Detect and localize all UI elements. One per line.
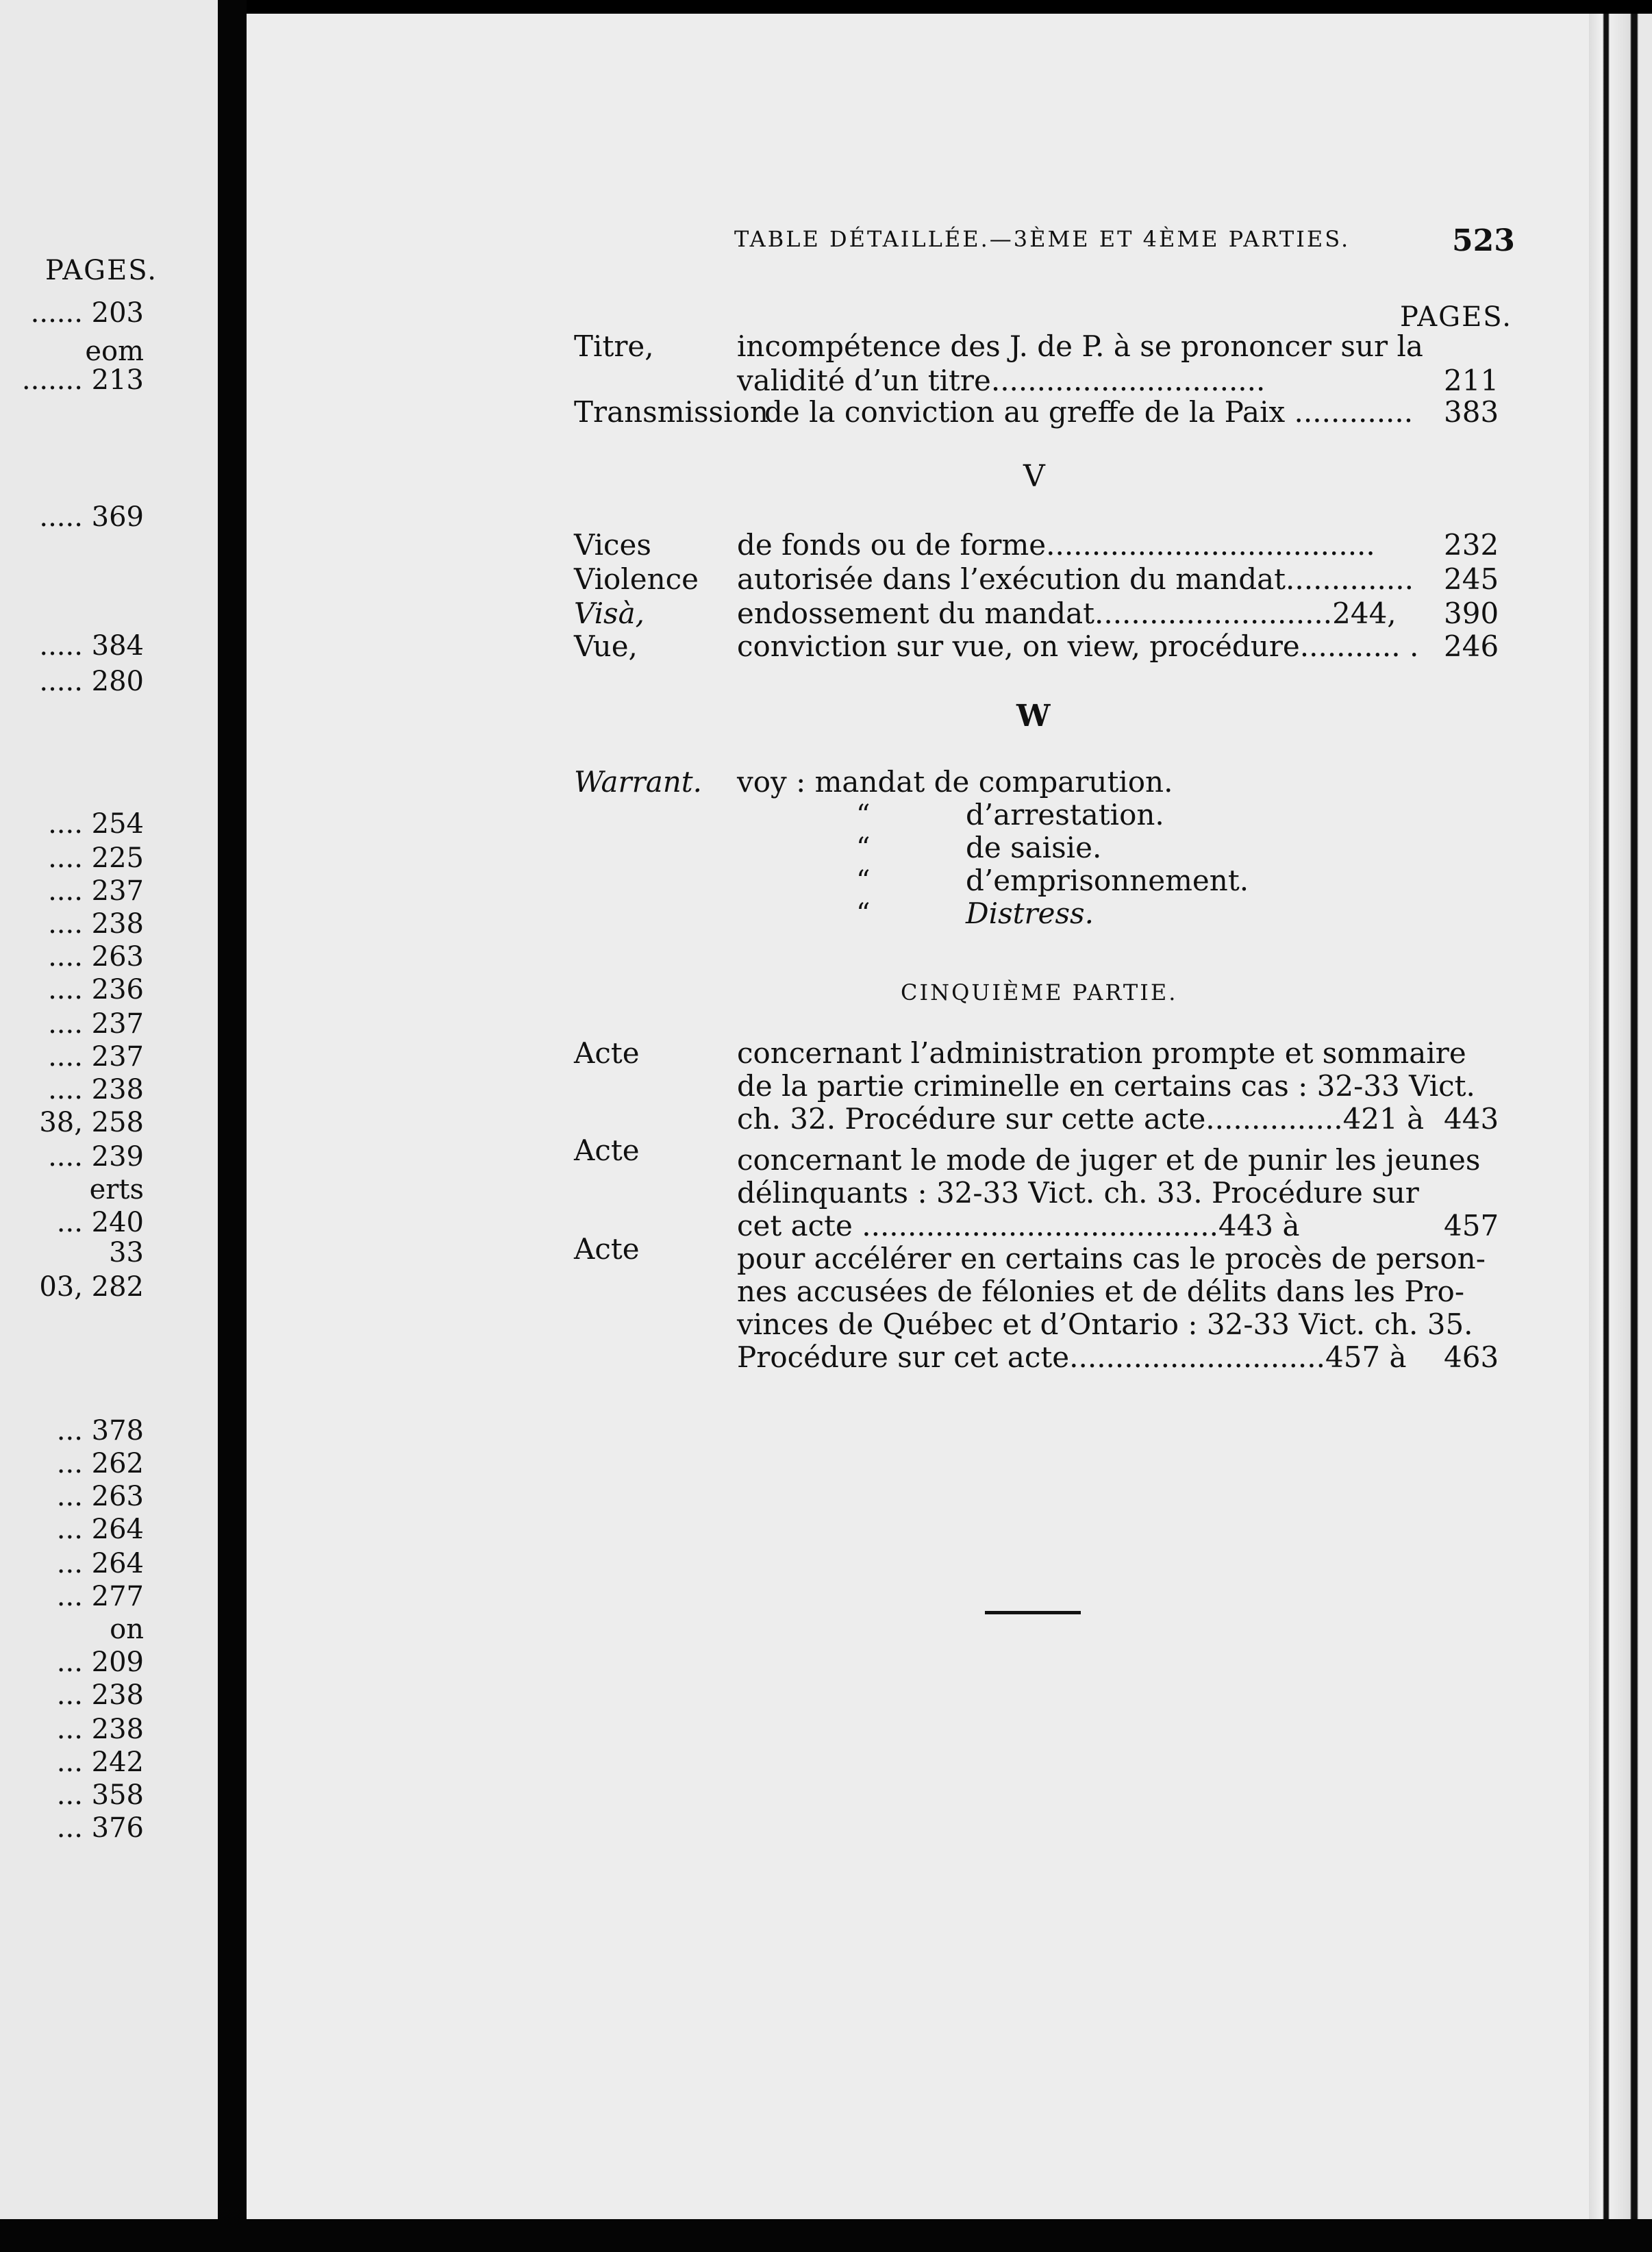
entry-text-line: concernant l’administration prompte et sommaire <box>737 1036 1466 1070</box>
left-page-line: .... 237 <box>48 1008 144 1040</box>
pages-column-label: PAGES. <box>1400 301 1512 333</box>
left-page-line: ... 264 <box>56 1514 144 1545</box>
entry-text-line: concernant le mode de juger et de punir les jeunes <box>737 1143 1481 1177</box>
left-page-line: ... 277 <box>56 1581 144 1612</box>
left-page-line: .... 263 <box>48 941 144 973</box>
left-page-line: ... 376 <box>56 1812 144 1844</box>
left-page-line: ....... 213 <box>21 364 144 396</box>
entry-text-line: incompétence des J. de P. à se prononcer sur la <box>737 329 1423 363</box>
entry-page: 390 <box>1444 597 1499 630</box>
main-page <box>247 14 1610 2240</box>
left-page-line: ..... 369 <box>39 501 144 533</box>
closing-rule <box>985 1611 1081 1614</box>
left-page-line: ... 358 <box>56 1779 144 1811</box>
entry-text-line: ch. 32. Procédure sur cette acte...............421 à <box>737 1102 1425 1136</box>
left-page-line: ... 264 <box>56 1548 144 1579</box>
left-page-pages-label: PAGES. <box>45 255 158 286</box>
left-page-line: 03, 282 <box>39 1271 144 1303</box>
entry-text: de fonds ou de forme.................................... <box>737 528 1375 562</box>
entry-page: 245 <box>1444 562 1499 596</box>
running-header: TABLE DÉTAILLÉE.—3ÈME ET 4ÈME PARTIES. <box>734 226 1351 252</box>
left-page-line: ... 242 <box>56 1747 144 1778</box>
left-page-line: 38, 258 <box>39 1107 144 1138</box>
entry-text-line: de la conviction au greffe de la Paix ............. <box>764 395 1414 429</box>
left-page-line: ... 263 <box>56 1481 144 1512</box>
entry-text-line: validité d’un titre.............................. <box>737 364 1266 397</box>
left-page-line: ..... 280 <box>39 666 144 697</box>
subentry-text: d’arrestation. <box>966 798 1164 831</box>
entry-text-line: cet acte .......................................443 à <box>737 1209 1300 1242</box>
left-page-line: .... 237 <box>48 875 144 907</box>
ditto-mark: “ <box>856 832 871 864</box>
page-edges <box>1589 14 1652 2240</box>
entry-page: 246 <box>1444 629 1499 663</box>
left-page-line: ..... 384 <box>39 630 144 662</box>
left-page-line: .... 254 <box>48 808 144 840</box>
entry-term: Transmission <box>574 395 768 429</box>
page-number: 523 <box>1452 223 1515 258</box>
left-page-line: eom <box>85 336 144 367</box>
section-letter-w: W <box>1016 699 1051 734</box>
left-page-line: .... 239 <box>48 1141 144 1173</box>
left-page-line: erts <box>89 1174 144 1205</box>
left-page-line: ... 262 <box>56 1448 144 1479</box>
scan-bottom-edge <box>0 2219 1652 2252</box>
left-page-line: .... 236 <box>48 974 144 1005</box>
entry-term: Acte <box>574 1134 640 1167</box>
entry-page: 383 <box>1444 395 1499 429</box>
entry-text: autorisée dans l’exécution du mandat.............. <box>737 562 1414 596</box>
left-page-line: ... 240 <box>56 1207 144 1238</box>
entry-term: Warrant. <box>574 765 703 799</box>
left-page-line: ...... 203 <box>30 297 144 329</box>
left-page-line: ... 209 <box>56 1647 144 1678</box>
entry-term: Visà, <box>574 597 644 630</box>
subentry-text: d’emprisonnement. <box>966 864 1249 897</box>
entry-page: 463 <box>1444 1340 1499 1374</box>
entry-page: 211 <box>1444 364 1499 397</box>
left-facing-page <box>0 0 218 2252</box>
entry-text-line: délinquants : 32-33 Vict. ch. 33. Procédure sur <box>737 1176 1419 1210</box>
entry-term: Acte <box>574 1036 640 1070</box>
entry-term: Vices <box>574 528 651 562</box>
entry-text-line: de la partie criminelle en certains cas : 32-33 Vict. <box>737 1069 1475 1103</box>
entry-text-line: pour accélérer en certains cas le procès de person- <box>737 1242 1486 1275</box>
entry-text-line: vinces de Québec et d’Ontario : 32-33 Vict. ch. 35. <box>737 1308 1473 1341</box>
left-page-line: .... 237 <box>48 1041 144 1073</box>
entry-text: conviction sur vue, on view, procédure........... . <box>737 629 1419 663</box>
entry-term: Vue, <box>574 629 638 663</box>
entry-text: voy : mandat de comparution. <box>737 765 1173 799</box>
left-page-line: .... 225 <box>48 842 144 874</box>
entry-term: Titre, <box>574 329 654 363</box>
left-page-line: .... 238 <box>48 908 144 940</box>
entry-page: 443 <box>1444 1102 1499 1136</box>
subentry-text: Distress. <box>966 897 1094 930</box>
entry-term: Violence <box>574 562 699 596</box>
subentry-text: de saisie. <box>966 831 1102 864</box>
section-title: CINQUIÈME PARTIE. <box>901 979 1178 1005</box>
entry-term: Acte <box>574 1232 640 1266</box>
section-letter-v: V <box>1023 459 1045 494</box>
entry-text-line: Procédure sur cet acte............................457 à <box>737 1340 1407 1374</box>
left-page-line: 33 <box>109 1237 144 1268</box>
left-page-line: ... 238 <box>56 1714 144 1745</box>
entry-page: 457 <box>1444 1209 1499 1242</box>
ditto-mark: “ <box>856 799 871 831</box>
ditto-mark: “ <box>856 898 871 929</box>
left-page-line: ... 378 <box>56 1415 144 1447</box>
ditto-mark: “ <box>856 865 871 897</box>
left-page-line: ... 238 <box>56 1679 144 1711</box>
entry-text: endossement du mandat..........................244, <box>737 597 1397 630</box>
entry-page: 232 <box>1444 528 1499 562</box>
left-page-line: on <box>110 1614 144 1645</box>
left-page-line: .... 238 <box>48 1074 144 1105</box>
entry-text-line: nes accusées de félonies et de délits dans les Pro- <box>737 1275 1465 1308</box>
page-gutter <box>218 0 247 2252</box>
